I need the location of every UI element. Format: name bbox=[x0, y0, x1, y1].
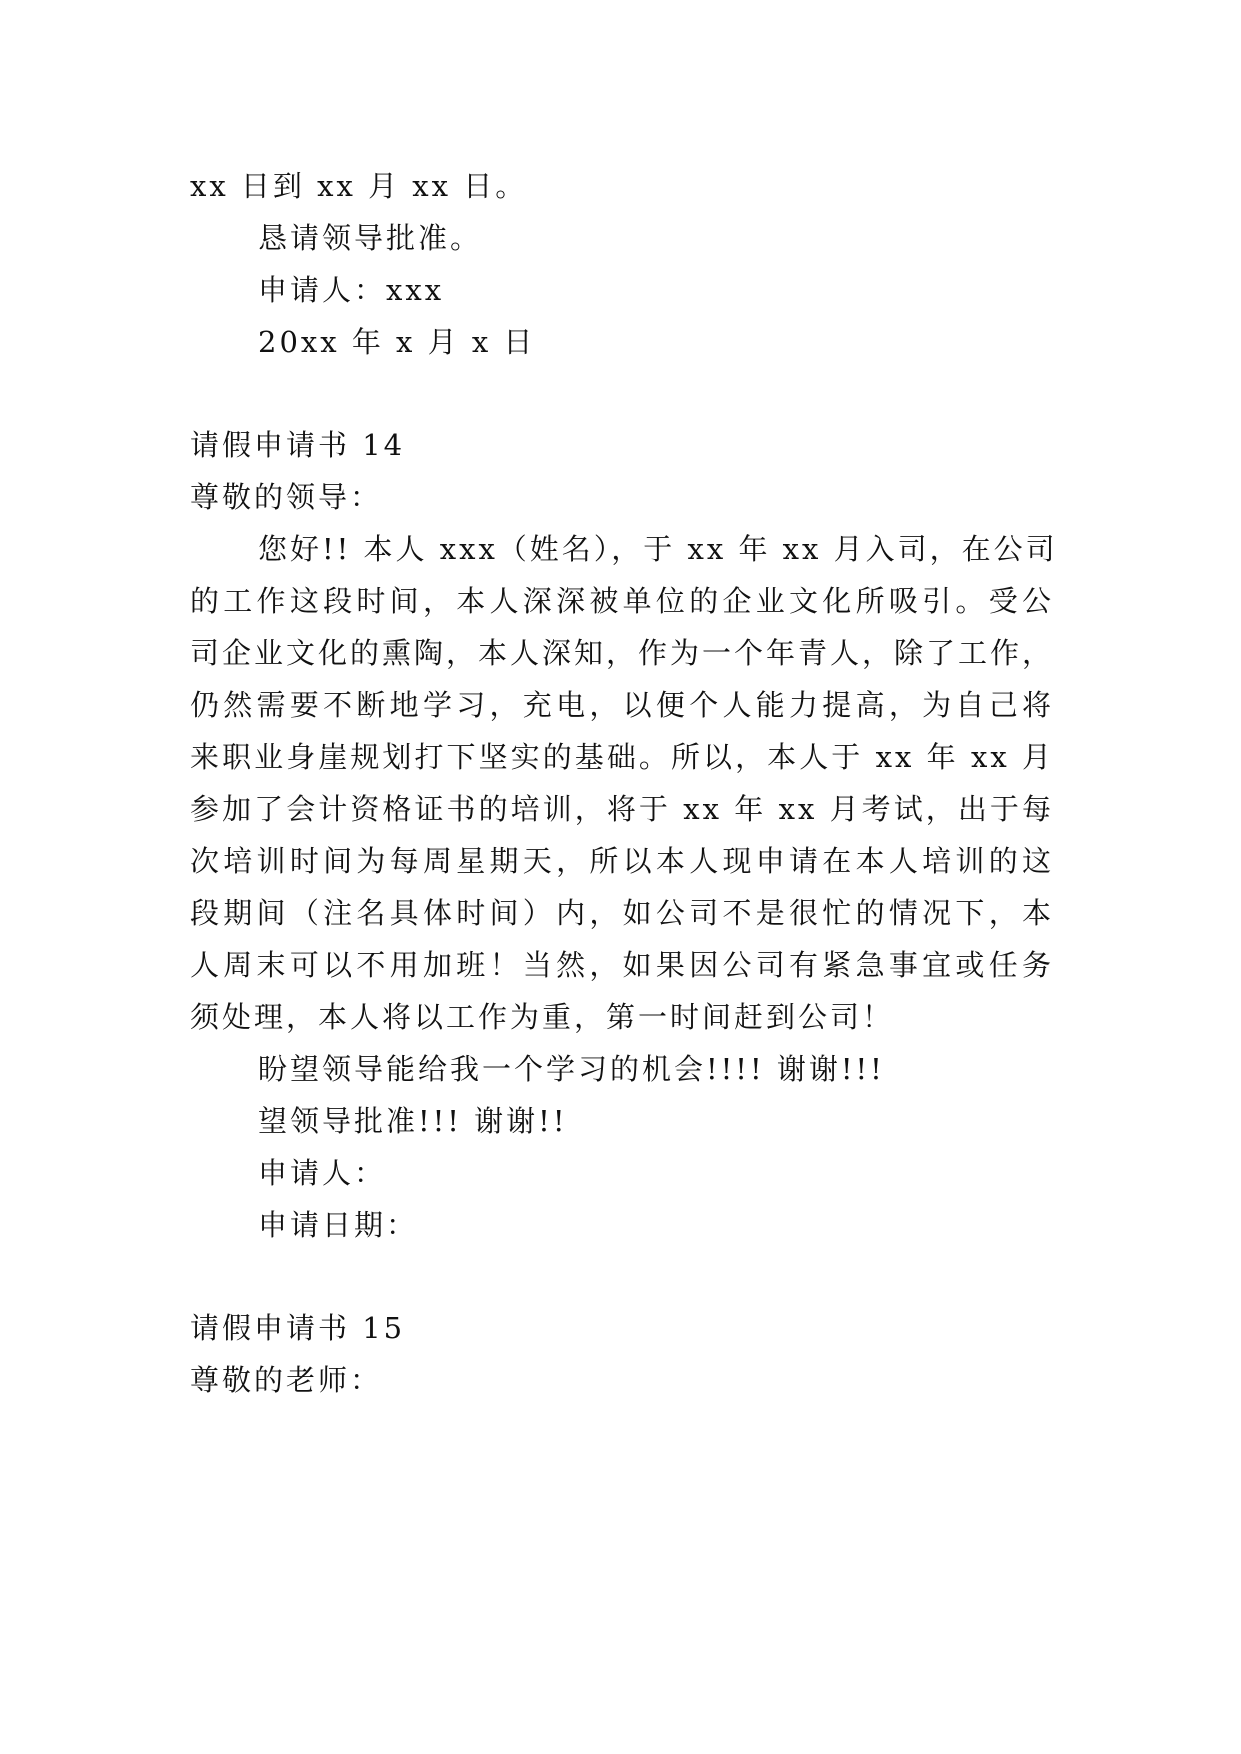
letter-15-salutation: 尊敬的老师： bbox=[190, 1363, 383, 1397]
body-line: 参加了会计资格证书的培训，将于 xx 年 xx 月考试，出于每 bbox=[190, 792, 1054, 826]
request-approval-line: 恳请领导批准。 bbox=[258, 221, 483, 255]
body-line: 段期间（注名具体时间）内，如公司不是很忙的情况下，本 bbox=[190, 896, 1054, 930]
letter-14-salutation: 尊敬的领导： bbox=[190, 480, 383, 514]
body-line: 您好!! 本人 xxx（姓名），于 xx 年 xx 月入司，在公司 bbox=[258, 532, 1058, 566]
letter-15-title: 请假申请书 15 bbox=[190, 1311, 406, 1345]
approve-line: 望领导批准!!! 谢谢!! bbox=[258, 1104, 568, 1138]
body-line: 人周末可以不用加班！当然，如果因公司有紧急事宜或任务 bbox=[190, 948, 1054, 982]
hope-line: 盼望领导能给我一个学习的机会!!!! 谢谢!!! bbox=[258, 1052, 885, 1086]
applicant-line: 申请人：xxx bbox=[258, 273, 445, 307]
body-line: 来职业身崖规划打下坚实的基础。所以，本人于 xx 年 xx 月 bbox=[190, 740, 1054, 774]
body-line: 的工作这段时间，本人深深被单位的企业文化所吸引。受公 bbox=[190, 584, 1054, 618]
body-line: 司企业文化的熏陶，本人深知，作为一个年青人，除了工作， bbox=[190, 636, 1055, 670]
body-line: 仍然需要不断地学习，充电，以便个人能力提高，为自己将 bbox=[190, 688, 1054, 722]
letter-14-title: 请假申请书 14 bbox=[190, 428, 406, 462]
continuation-line: xx 日到 xx 月 xx 日。 bbox=[190, 169, 528, 203]
date-line: 20xx 年 x 月 x 日 bbox=[258, 325, 536, 359]
apply-date-label: 申请日期： bbox=[258, 1208, 419, 1242]
applicant-label: 申请人： bbox=[258, 1156, 387, 1190]
body-line: 须处理，本人将以工作为重，第一时间赶到公司！ bbox=[190, 1000, 895, 1034]
body-line: 次培训时间为每周星期天，所以本人现申请在本人培训的这 bbox=[190, 844, 1054, 878]
